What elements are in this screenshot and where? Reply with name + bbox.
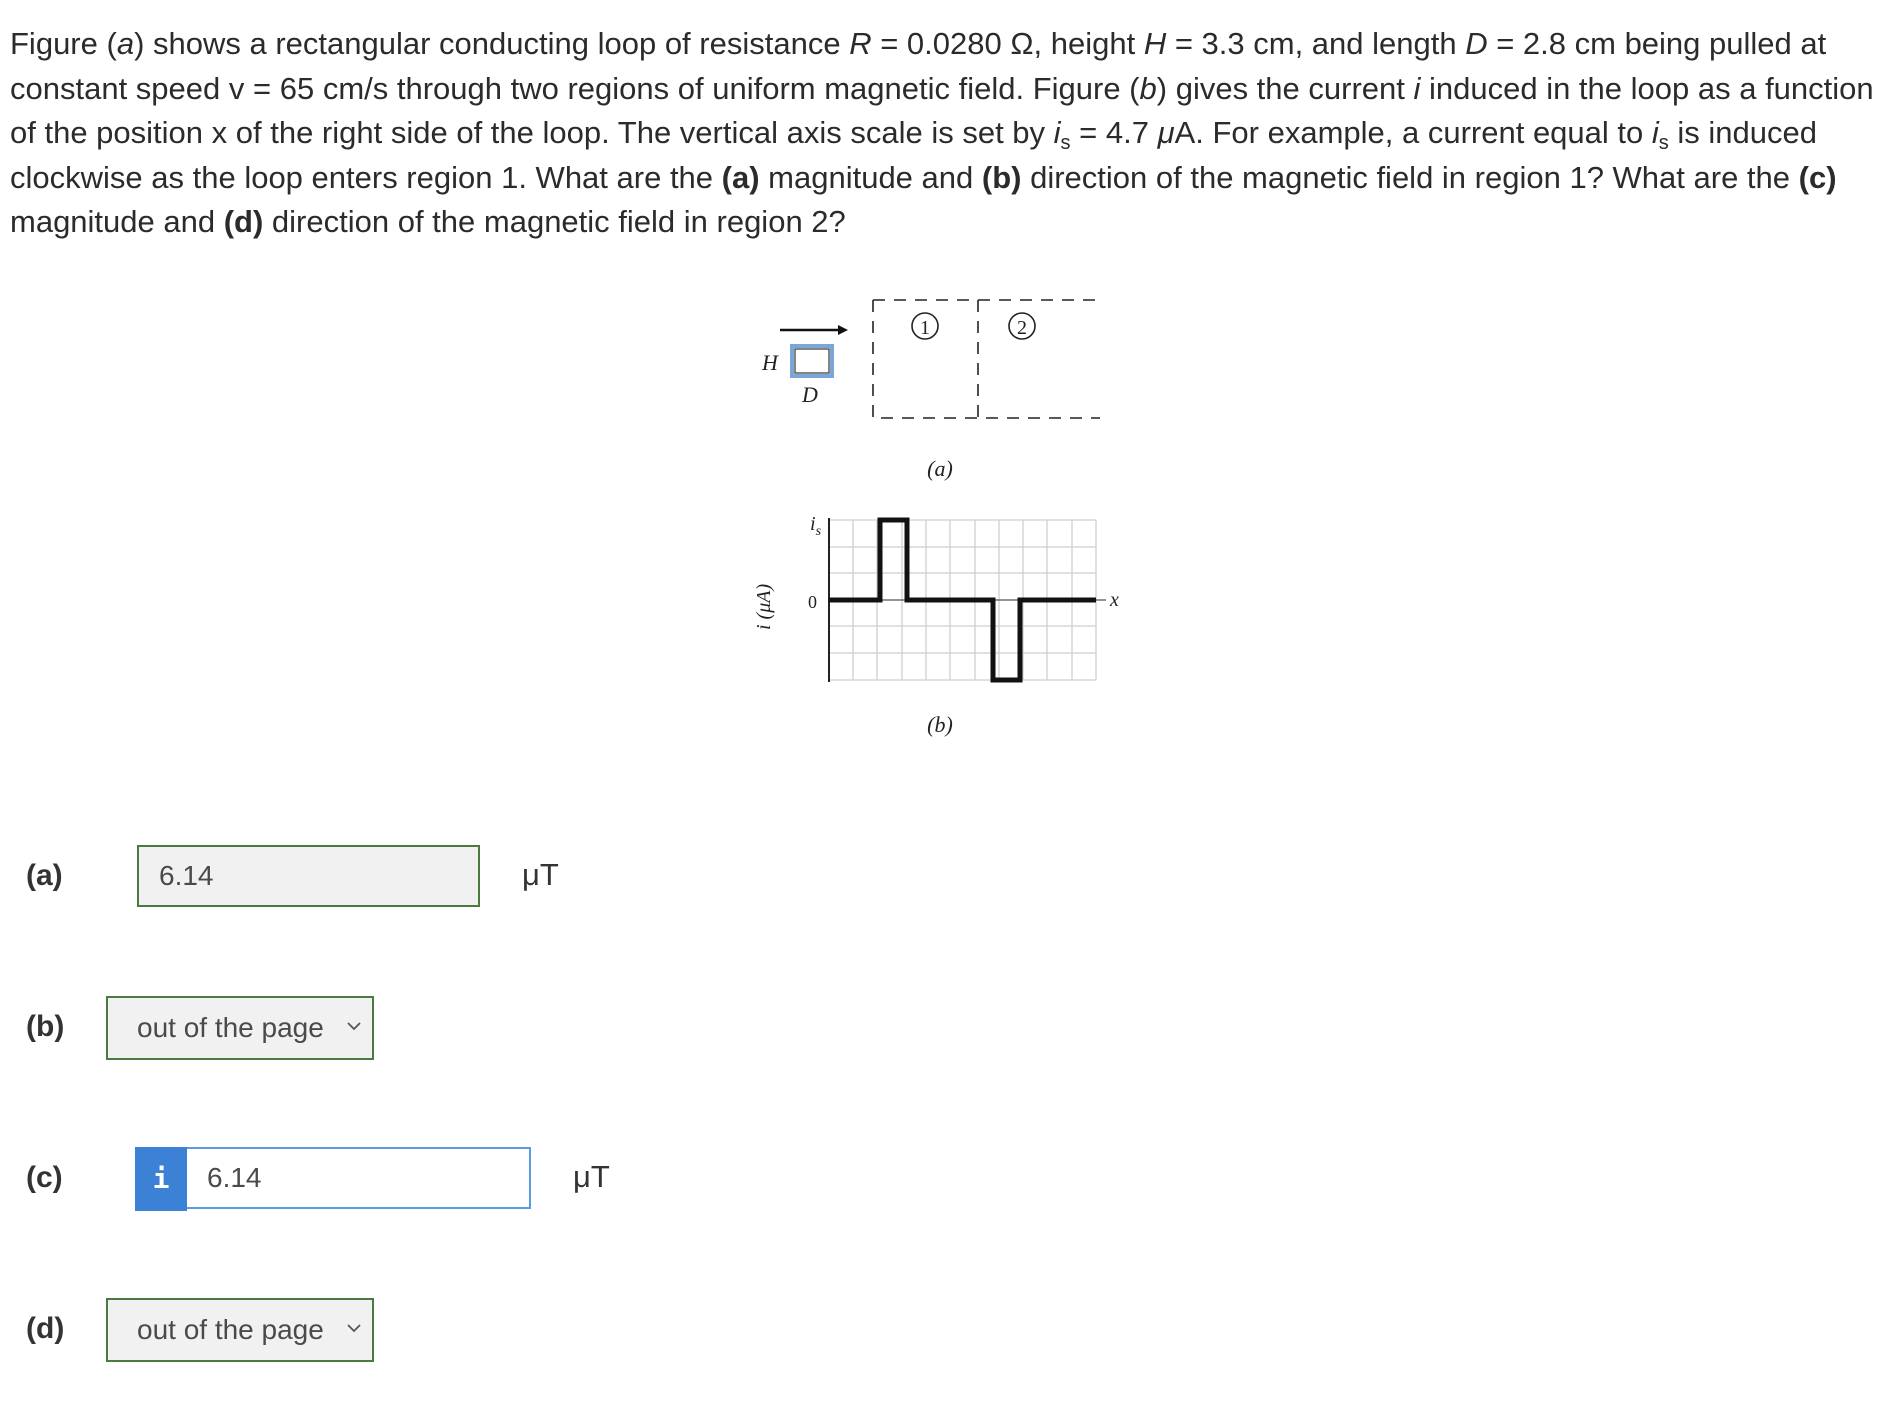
direction-select-d[interactable]	[106, 1298, 374, 1362]
y-axis-label: i (μA)	[753, 583, 775, 630]
direction-select-b[interactable]	[106, 996, 374, 1060]
tick-is: $i_s$	[810, 513, 822, 539]
figure-b	[753, 513, 1119, 737]
question-text: Figure (a) shows a rectangular conducting loop of resistance R = 0.0280 Ω, height H = 3.3 cm, and length D = 2.8 cm being pulled at constant speed v = 65 cm/s through two regions of uniform magnetic field. Figure (b) gives the current i induced in the loop as a function of the position x of the right side of the loop. The vertical axis scale is set by $i_s = 4.7$ μA. For example, a current equal to $i_s$ is induced clockwise as the loop enters region 1. What are the (a) magnitude and (b) direction of the magnetic field in region 1? What are the (c) magnitude and (d) direction of the magnetic field in region 2?	[10, 26, 1874, 239]
figure-a	[761, 300, 1100, 481]
tick-zero: 0	[808, 592, 817, 612]
direction-value-b: out of the page	[137, 1012, 324, 1043]
info-icon[interactable]: i	[135, 1147, 187, 1211]
physics-figure	[740, 290, 1140, 760]
answer-value-a: 6.14	[159, 860, 214, 891]
answer-input-a[interactable]	[137, 845, 480, 907]
chevron-down-icon	[346, 1322, 362, 1334]
part-label-d: (d)	[26, 1312, 65, 1345]
region-1-label: 1	[920, 317, 930, 339]
chevron-down-icon	[346, 1020, 362, 1032]
region-boundary-outer	[873, 300, 1100, 418]
part-label-c: (c)	[26, 1161, 63, 1194]
answer-input-c[interactable]	[135, 1147, 531, 1209]
figure-svg	[740, 290, 1140, 760]
region-2-label: 2	[1017, 317, 1027, 339]
unit-a: μT	[522, 857, 559, 892]
answer-value-c: 6.14	[207, 1162, 262, 1193]
current-trace	[829, 520, 1096, 680]
label-H: H	[762, 350, 778, 375]
velocity-arrowhead	[838, 325, 848, 335]
caption-b: (b)	[927, 712, 953, 737]
part-label-b: (b)	[26, 1010, 65, 1043]
label-D: D	[802, 382, 818, 407]
unit-c: μT	[573, 1159, 610, 1194]
part-label-a: (a)	[26, 859, 63, 892]
x-axis-label: x	[1110, 589, 1119, 611]
direction-value-d: out of the page	[137, 1314, 324, 1345]
caption-a: (a)	[927, 456, 953, 481]
conducting-loop	[792, 346, 832, 376]
